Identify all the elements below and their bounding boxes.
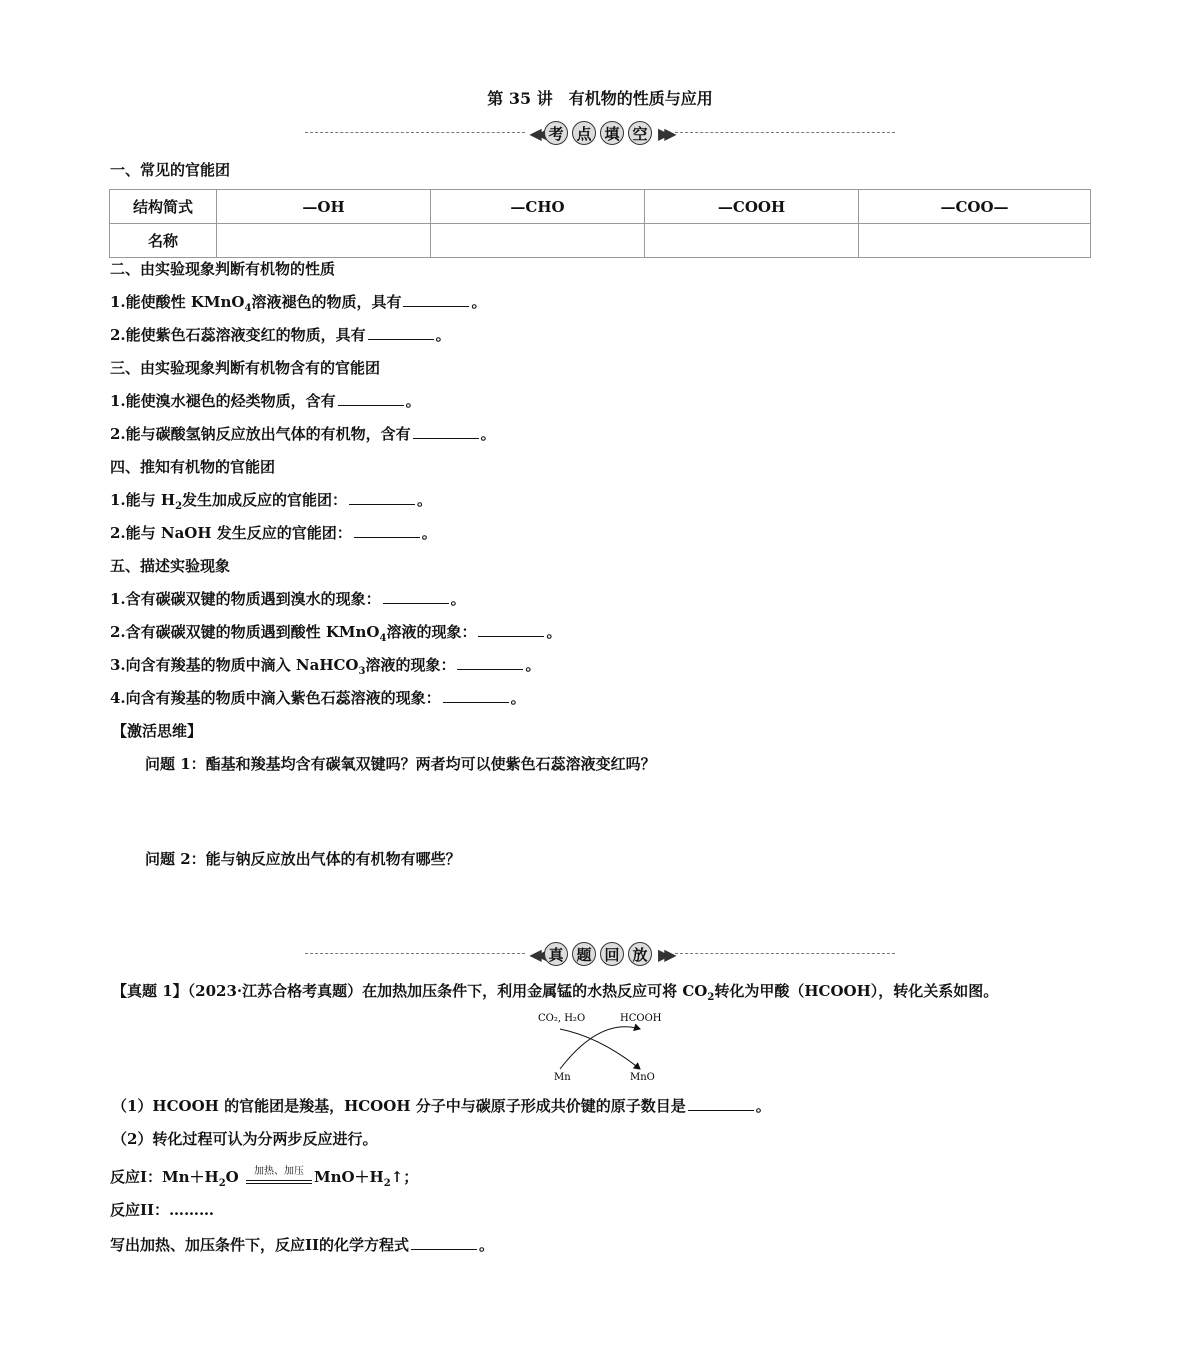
question-line: 2.能与碳酸氢钠反应放出气体的有机物，含有 。 [110, 425, 496, 443]
diagram-label-reactants: CO₂, H₂O [538, 1013, 586, 1024]
answer-blank[interactable] [457, 668, 523, 670]
answer-blank[interactable] [338, 404, 404, 406]
table-cell-answer[interactable] [645, 224, 859, 258]
answer-blank[interactable] [688, 1109, 754, 1111]
answer-blank[interactable] [368, 338, 434, 340]
section-banner-fill-blank [305, 118, 895, 148]
reaction-1: 反应I：$Mn+H_2O$ 加热、加压 $MnO+H_2↑$； [110, 1166, 419, 1189]
double-right-arrow-icon: ▶▶ [658, 123, 671, 143]
section-banner-real-exam [305, 939, 895, 969]
answer-blank[interactable] [403, 305, 469, 307]
conversion-diagram [520, 1007, 680, 1085]
double-left-arrow-icon: ◀◀ [529, 944, 542, 964]
table-cell-group: —OH [217, 190, 431, 224]
answer-blank[interactable] [354, 536, 420, 538]
banner-char: 放 [628, 942, 652, 966]
diagram-label-oxide: MnO [630, 1072, 655, 1083]
banner-char: 空 [628, 121, 652, 145]
activate-heading: 【激活思维】 [112, 722, 203, 740]
double-left-arrow-icon: ◀◀ [529, 123, 542, 143]
answer-blank[interactable] [478, 635, 544, 637]
table-cell-group: —CHO [431, 190, 645, 224]
answer-blank[interactable] [349, 503, 415, 505]
answer-blank[interactable] [411, 1248, 477, 1250]
reaction-arrow: 加热、加压 [246, 1168, 312, 1188]
question-line: 写出加热、加压条件下，反应II的化学方程式 。 [110, 1236, 495, 1254]
banner-char: 真 [544, 942, 568, 966]
question-line: 1.含有碳碳双键的物质遇到溴水的现象： 。 [110, 590, 466, 608]
question-line: （2）转化过程可认为分两步反应进行。 [112, 1130, 378, 1148]
question-line: 1.能使酸性 KMnO$_4$溶液褪色的物质，具有 。 [110, 293, 487, 314]
section-heading: 三、由实验现象判断有机物含有的官能团 [110, 359, 381, 377]
question-line: （1）HCOOH 的官能团是羧基，HCOOH 分子中与碳原子形成共价键的原子数目是 。 [112, 1097, 771, 1115]
banner-char: 考 [544, 121, 568, 145]
table-cell-group: —COO— [859, 190, 1091, 224]
answer-blank[interactable] [383, 602, 449, 604]
table-cell-answer[interactable] [859, 224, 1091, 258]
functional-group-table [109, 189, 1091, 258]
section-heading: 一、常见的官能团 [110, 161, 231, 179]
answer-blank[interactable] [413, 437, 479, 439]
section-heading: 四、推知有机物的官能团 [110, 458, 276, 476]
diagram-label-product: HCOOH [620, 1013, 662, 1024]
question-line: 3.向含有羧基的物质中滴入 NaHCO$_3$溶液的现象： 。 [110, 656, 541, 677]
banner-char: 题 [572, 942, 596, 966]
section-heading: 二、由实验现象判断有机物的性质 [110, 260, 336, 278]
table-cell-answer[interactable] [431, 224, 645, 258]
question-line: 2.能与 NaOH 发生反应的官能团： 。 [110, 524, 437, 542]
question-line: 1.能使溴水褪色的烃类物质，含有 。 [110, 392, 421, 410]
double-right-arrow-icon: ▶▶ [658, 944, 671, 964]
table-cell-group: —COOH [645, 190, 859, 224]
thinking-question-2: 问题 2：能与钠反应放出气体的有机物有哪些？ [145, 850, 461, 868]
diagram-label-metal: Mn [554, 1072, 571, 1083]
page-title: 第 35 讲 有机物的性质与应用 [487, 89, 713, 108]
table-header-name: 名称 [110, 224, 217, 258]
thinking-question-1: 问题 1：酯基和羧基均含有碳氧双键吗？两者均可以使紫色石蕊溶液变红吗？ [145, 755, 656, 773]
banner-char: 回 [600, 942, 624, 966]
real-exam-intro: 【真题 1】（2023·江苏合格考真题）在加热加压条件下，利用金属锰的水热反应可将 $CO_2$转化为甲酸（HCOOH），转化关系如图。 [112, 982, 999, 1003]
table-cell-answer[interactable] [217, 224, 431, 258]
question-line: 4.向含有羧基的物质中滴入紫色石蕊溶液的现象： 。 [110, 689, 526, 707]
question-line: 1.能与 $H_2$发生加成反应的官能团： 。 [110, 491, 433, 512]
section-heading: 五、描述实验现象 [110, 557, 231, 575]
question-line: 2.能使紫色石蕊溶液变红的物质，具有 。 [110, 326, 451, 344]
answer-blank[interactable] [443, 701, 509, 703]
reaction-2: 反应II：……… [110, 1201, 215, 1219]
table-header-structure: 结构简式 [110, 190, 217, 224]
banner-char: 点 [572, 121, 596, 145]
banner-char: 填 [600, 121, 624, 145]
question-line: 2.含有碳碳双键的物质遇到酸性 KMnO$_4$溶液的现象： 。 [110, 623, 562, 644]
